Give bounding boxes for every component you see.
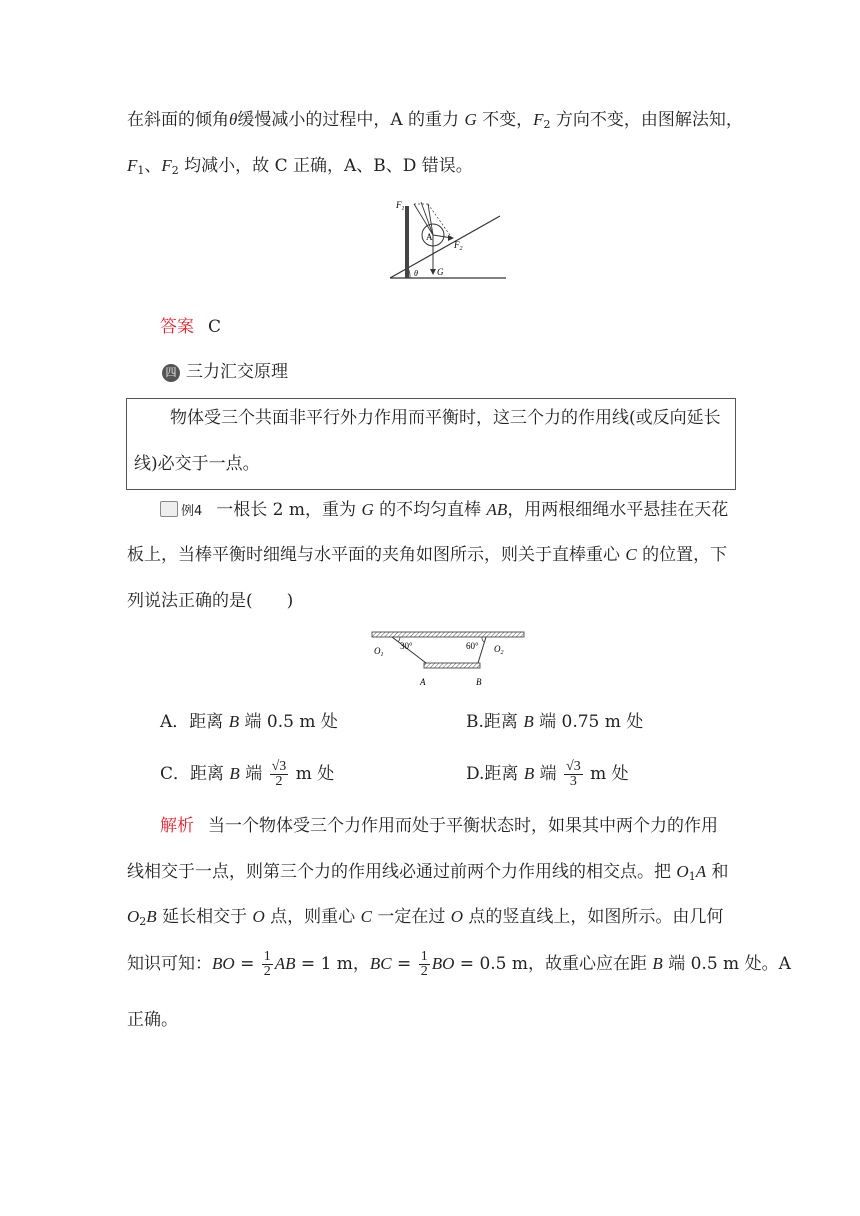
label-30deg: 30° — [400, 641, 413, 651]
fraction — [419, 950, 430, 979]
text-line — [127, 589, 293, 613]
text: = 0.5 m，故重心应在距 — [454, 954, 653, 974]
text-line — [170, 406, 721, 430]
label-F1: $F_1$ — [396, 200, 405, 212]
text-line — [127, 1008, 178, 1032]
example-icon — [160, 501, 178, 517]
text-line — [127, 108, 743, 137]
subscript: 2 — [139, 915, 147, 928]
symbol-B: B — [146, 907, 157, 926]
symbol-B: B — [523, 764, 535, 783]
text: 点，则重心 — [264, 907, 361, 927]
numerator: √3 — [566, 759, 581, 774]
symbol-O: O — [676, 862, 689, 881]
text: 当一个物体受三个力作用而处于平衡状态时，如果其中两个力的作用 — [208, 816, 718, 836]
text-line — [127, 154, 473, 183]
symbol-O: O — [450, 907, 464, 926]
text: 端 0.75 m 处 — [533, 712, 644, 732]
text: 端 — [534, 764, 563, 784]
text: 一定在过 — [371, 907, 451, 927]
symbol-B: B — [228, 712, 240, 731]
label-A: A — [426, 232, 433, 242]
text: 延长相交于 — [156, 907, 253, 927]
text-line — [127, 944, 791, 984]
option-A[interactable] — [160, 710, 338, 734]
label-F2: $F_2$ — [454, 240, 463, 252]
text: B.距离 — [466, 712, 524, 732]
text: 点的竖直线上，如图所示。由几何 — [463, 907, 724, 927]
section-heading — [162, 360, 288, 384]
answer-line — [160, 315, 221, 339]
label-G: G — [437, 267, 444, 277]
section-title: 三力汇交原理 — [186, 362, 288, 382]
incline-force-diagram — [388, 196, 510, 282]
subscript: 2 — [171, 164, 179, 177]
symbol-BO: BO — [431, 954, 455, 973]
text: 和 — [706, 862, 729, 882]
answer-label: 答案 — [160, 317, 194, 337]
subscript: 2 — [543, 118, 551, 131]
text: 线相交于一点，则第三个力的作用线必通过前两个力作用线的相交点。把 — [127, 862, 677, 882]
text-line — [160, 814, 718, 838]
text: 不变， — [476, 110, 534, 130]
text: 板上，当棒平衡时细绳与水平面的夹角如图所示，则关于直棒重心 — [127, 545, 626, 565]
text: 、 — [144, 156, 162, 176]
text-line — [160, 498, 728, 524]
angle-arc — [482, 637, 484, 642]
text: C．距离 — [160, 764, 230, 784]
ceiling — [372, 632, 524, 637]
symbol-G: G — [361, 500, 374, 519]
text: D.距离 — [466, 764, 524, 784]
text: m 处 — [290, 764, 335, 784]
rod-AB — [424, 663, 480, 668]
denominator: 2 — [263, 964, 271, 979]
symbol-O: O — [127, 907, 140, 926]
symbol-O: O — [252, 907, 265, 926]
text: = — [234, 954, 260, 974]
symbol-C: C — [625, 545, 637, 564]
text: = 1 m， — [295, 954, 370, 974]
symbol-AB: AB — [274, 954, 296, 973]
symbol-B: B — [523, 712, 534, 731]
text: 在斜面的倾角 — [127, 110, 229, 130]
label-O2: $O_2$ — [494, 644, 504, 656]
text-line — [127, 543, 727, 567]
text: 物体受三个共面非平行外力作用而平衡时，这三个力的作用线(或反向延长 — [170, 408, 721, 428]
text-line — [127, 905, 723, 934]
text: 正确。 — [127, 1010, 178, 1030]
text: 端 0.5 m 处。A — [662, 954, 791, 974]
text: 的位置，下 — [636, 545, 728, 565]
text-line — [127, 860, 728, 889]
label-O1: $O_1$ — [374, 646, 384, 658]
option-B[interactable] — [466, 710, 643, 734]
fraction — [270, 760, 289, 789]
text-line — [134, 452, 260, 476]
analysis-label: 解析 — [160, 816, 194, 836]
fraction — [262, 950, 273, 979]
label-60deg: 60° — [466, 641, 479, 651]
text: 缓慢减小的过程中，A 的重力 — [237, 110, 465, 130]
text: 列说法正确的是( ) — [127, 591, 294, 611]
text: ，用两根细绳水平悬挂在天花 — [507, 500, 729, 520]
fraction — [564, 760, 583, 789]
rod-suspension-diagram — [370, 630, 526, 690]
numerator: 1 — [263, 949, 271, 964]
example-label: 例4 — [181, 504, 203, 519]
symbol-C: C — [360, 907, 372, 926]
option-C[interactable] — [160, 756, 334, 792]
symbol-F: F — [161, 156, 172, 175]
text: 端 0.5 m 处 — [239, 712, 338, 732]
string-O2B — [478, 637, 486, 663]
subscript: 1 — [137, 164, 145, 177]
text: = — [391, 954, 417, 974]
subscript: 1 — [688, 870, 696, 883]
text: 方向不变，由图解法知， — [550, 110, 743, 130]
arrow-head — [430, 269, 436, 275]
symbol-BO: BO — [212, 954, 235, 973]
symbol-B: B — [652, 954, 663, 973]
symbol-BC: BC — [369, 954, 392, 973]
text: m 处 — [584, 764, 629, 784]
text: 一根长 2 m，重为 — [216, 500, 362, 520]
wall-board — [405, 206, 409, 278]
section-number-icon: 四 — [162, 364, 180, 382]
answer-value: C — [208, 317, 222, 337]
symbol-AB: AB — [486, 500, 508, 519]
symbol-G: G — [464, 110, 477, 129]
theta-symbol: θ — [229, 110, 238, 129]
label-B: B — [476, 677, 482, 687]
numerator: 1 — [420, 949, 428, 964]
text: A．距离 — [160, 712, 229, 732]
numerator: √3 — [271, 759, 287, 774]
symbol-F: F — [533, 110, 544, 129]
label-A: A — [420, 677, 426, 687]
text: 知识可知： — [127, 954, 212, 974]
symbol-F: F — [127, 156, 138, 175]
symbol-A: A — [695, 862, 707, 881]
text: 端 — [239, 764, 268, 784]
option-D[interactable] — [466, 756, 629, 792]
text: 的不均匀直棒 — [373, 500, 487, 520]
denominator: 2 — [420, 964, 428, 979]
label-theta: θ — [414, 269, 418, 278]
denominator: 3 — [569, 774, 577, 789]
text: 线)必交于一点。 — [134, 454, 260, 474]
symbol-B: B — [229, 764, 240, 783]
denominator: 2 — [275, 774, 283, 789]
text: 均减小，故 C 正确，A、B、D 错误。 — [178, 156, 473, 176]
